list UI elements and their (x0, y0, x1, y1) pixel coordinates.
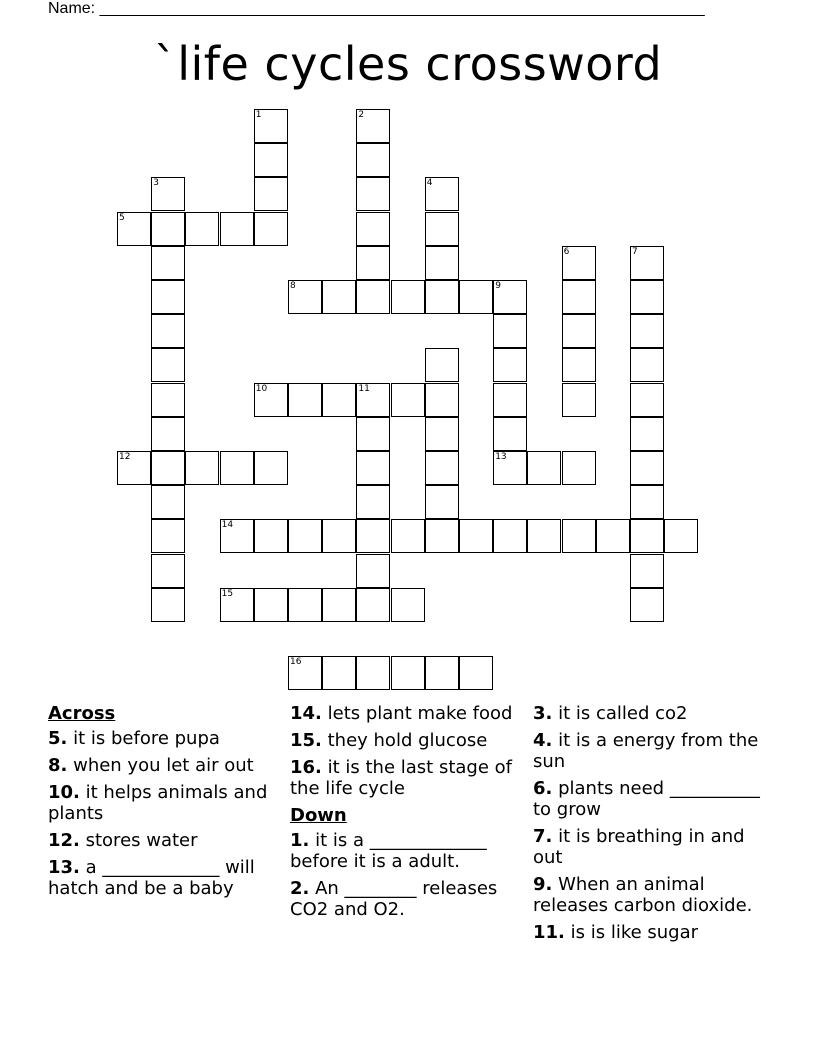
cell-number: 14 (221, 520, 234, 531)
grid-cell[interactable] (151, 212, 185, 246)
grid-cell[interactable] (630, 554, 664, 588)
grid-cell[interactable] (322, 588, 356, 622)
grid-cell[interactable] (220, 588, 254, 622)
clue-number: 4. (533, 730, 553, 751)
clue-text: it is the last stage of the life cycle (290, 757, 512, 799)
across-clue-list (48, 728, 278, 899)
clue (290, 830, 528, 872)
grid-cell[interactable] (356, 417, 390, 451)
clue-number: 3. (533, 703, 553, 724)
grid-cell[interactable] (288, 656, 322, 690)
grid-cell[interactable] (356, 177, 390, 211)
grid-cell[interactable] (630, 246, 664, 280)
grid-cell[interactable] (254, 451, 288, 485)
clue (48, 857, 278, 899)
clues-column-1 (48, 703, 278, 905)
grid-cell[interactable] (254, 177, 288, 211)
grid-cell[interactable] (254, 383, 288, 417)
grid-cell[interactable] (151, 314, 185, 348)
grid-cell[interactable] (664, 519, 698, 553)
down-heading: Down (290, 805, 347, 826)
grid-cell[interactable] (493, 314, 527, 348)
across-clue-list-continued (290, 703, 528, 799)
clue (290, 757, 528, 799)
grid-cell[interactable] (356, 383, 390, 417)
grid-cell[interactable] (391, 656, 425, 690)
cell-number: 12 (119, 452, 131, 462)
grid-cell[interactable] (425, 383, 459, 417)
grid-cell[interactable] (527, 451, 561, 485)
grid-cell[interactable] (322, 383, 356, 417)
grid-cell[interactable] (151, 348, 185, 382)
grid-cell[interactable] (254, 143, 288, 177)
clue-text: plants need __________ to grow (533, 778, 760, 820)
grid-cell[interactable] (356, 451, 390, 485)
clue-text: it is a energy from the sun (533, 730, 759, 772)
clue-text: stores water (79, 830, 198, 851)
cell-number: 4 (426, 178, 433, 189)
clue-text: it is before pupa (67, 728, 220, 749)
cell-number: 3 (153, 178, 159, 189)
clue-text: they hold glucose (321, 730, 488, 751)
grid-cell[interactable] (254, 109, 288, 143)
grid-cell[interactable] (356, 280, 390, 314)
grid-cell[interactable] (493, 417, 527, 451)
cell-number: 2 (358, 110, 365, 120)
clue (533, 778, 763, 820)
grid-cell[interactable] (459, 280, 493, 314)
clue (48, 728, 278, 749)
grid-cell[interactable] (254, 588, 288, 622)
cell-number: 15 (221, 588, 234, 599)
page-title: `life cycles crossword (153, 37, 663, 91)
clue-number: 7. (533, 826, 553, 847)
grid-cell[interactable] (630, 348, 664, 382)
clue (533, 826, 763, 868)
grid-cell[interactable] (425, 485, 459, 519)
grid-cell[interactable] (254, 519, 288, 553)
grid-cell[interactable] (356, 656, 390, 690)
clue-number: 12. (48, 830, 80, 851)
grid-cell[interactable] (562, 383, 596, 417)
grid-cell[interactable] (562, 451, 596, 485)
grid-cell[interactable] (391, 519, 425, 553)
grid-cell[interactable] (459, 656, 493, 690)
clue-number: 9. (533, 874, 553, 895)
cell-number: 10 (255, 383, 268, 394)
grid-cell[interactable] (151, 383, 185, 417)
cell-number: 6 (563, 246, 570, 257)
grid-cell[interactable] (151, 177, 185, 211)
grid-cell[interactable] (562, 348, 596, 382)
grid-cell[interactable] (527, 519, 561, 553)
clue (533, 730, 763, 772)
clue-number: 8. (48, 755, 68, 776)
clues-column-3 (533, 703, 763, 949)
down-clue-list-continued (533, 703, 763, 943)
grid-cell[interactable] (151, 246, 185, 280)
grid-cell[interactable] (630, 314, 664, 348)
grid-cell[interactable] (493, 451, 527, 485)
grid-cell[interactable] (630, 451, 664, 485)
clue-number: 13. (48, 857, 80, 878)
grid-cell[interactable] (630, 417, 664, 451)
clue-number: 10. (48, 782, 80, 803)
grid-cell[interactable] (322, 656, 356, 690)
down-clue-list (290, 830, 528, 920)
grid-cell[interactable] (151, 417, 185, 451)
grid-cell[interactable] (185, 212, 219, 246)
clue-text: When an animal releases carbon dioxide. (533, 874, 753, 916)
grid-cell[interactable] (391, 280, 425, 314)
grid-cell[interactable] (288, 280, 322, 314)
grid-cell[interactable] (322, 519, 356, 553)
grid-cell[interactable] (493, 519, 527, 553)
grid-cell[interactable] (425, 656, 459, 690)
clue-number: 11. (533, 922, 565, 943)
cell-number: 11 (358, 383, 370, 394)
grid-cell[interactable] (630, 588, 664, 622)
grid-cell[interactable] (288, 588, 322, 622)
grid-cell[interactable] (425, 246, 459, 280)
clue-number: 1. (290, 830, 310, 851)
grid-cell[interactable] (459, 519, 493, 553)
cell-number: 13 (495, 452, 507, 462)
cell-number: 16 (290, 657, 302, 668)
grid-cell[interactable] (356, 246, 390, 280)
cell-number: 9 (495, 281, 501, 291)
grid-cell[interactable] (151, 554, 185, 588)
cell-number: 5 (119, 212, 125, 223)
clue-text: when you let air out (67, 755, 254, 776)
clue (290, 878, 528, 920)
grid-cell[interactable] (117, 451, 151, 485)
clue (48, 830, 278, 851)
grid-cell[interactable] (562, 519, 596, 553)
grid-cell[interactable] (562, 314, 596, 348)
grid-cell[interactable] (425, 451, 459, 485)
clue-text: a _____________ will hatch and be a baby (48, 857, 255, 899)
clue-number: 15. (290, 730, 322, 751)
grid-cell[interactable] (391, 588, 425, 622)
grid-cell[interactable] (562, 280, 596, 314)
grid-cell[interactable] (322, 280, 356, 314)
grid-cell[interactable] (151, 451, 185, 485)
clue-text: lets plant make food (321, 703, 513, 724)
clue-text: it is a _____________ before it is a adult. (290, 830, 487, 872)
grid-cell[interactable] (117, 212, 151, 246)
clue (48, 755, 278, 776)
grid-cell[interactable] (151, 519, 185, 553)
cell-number: 1 (255, 110, 262, 120)
clue-text: An ________ releases CO2 and O2. (290, 878, 498, 920)
grid-cell[interactable] (630, 485, 664, 519)
grid-cell[interactable] (425, 177, 459, 211)
cell-number: 8 (290, 281, 296, 291)
grid-cell[interactable] (220, 212, 254, 246)
grid-cell[interactable] (356, 588, 390, 622)
grid-cell[interactable] (630, 280, 664, 314)
grid-cell[interactable] (493, 348, 527, 382)
grid-cell[interactable] (185, 451, 219, 485)
clue (290, 730, 528, 751)
clue-number: 5. (48, 728, 68, 749)
grid-cell[interactable] (356, 554, 390, 588)
clue (533, 922, 763, 943)
grid-cell[interactable] (151, 588, 185, 622)
grid-cell[interactable] (356, 143, 390, 177)
grid-cell[interactable] (630, 519, 664, 553)
grid-cell[interactable] (425, 417, 459, 451)
clue-text: it is breathing in and out (533, 826, 745, 868)
clue-number: 14. (290, 703, 322, 724)
grid-cell[interactable] (493, 280, 527, 314)
clue (533, 874, 763, 916)
grid-cell[interactable] (356, 485, 390, 519)
cell-number: 7 (632, 246, 638, 257)
grid-cell[interactable] (254, 212, 288, 246)
grid-cell[interactable] (356, 212, 390, 246)
grid-cell[interactable] (220, 451, 254, 485)
clue-number: 6. (533, 778, 553, 799)
grid-cell[interactable] (288, 383, 322, 417)
clue-number: 16. (290, 757, 322, 778)
grid-cell[interactable] (391, 383, 425, 417)
grid-cell[interactable] (493, 383, 527, 417)
clue (290, 703, 528, 724)
clue (533, 703, 763, 724)
grid-cell[interactable] (288, 519, 322, 553)
grid-cell[interactable] (425, 348, 459, 382)
grid-cell[interactable] (425, 519, 459, 553)
grid-cell[interactable] (425, 212, 459, 246)
clue-text: is is like sugar (564, 922, 699, 943)
clue-text: it is called co2 (552, 703, 688, 724)
grid-cell[interactable] (425, 280, 459, 314)
grid-cell[interactable] (596, 519, 630, 553)
grid-cell[interactable] (356, 109, 390, 143)
grid-cell[interactable] (151, 485, 185, 519)
grid-cell[interactable] (356, 519, 390, 553)
grid-cell[interactable] (220, 519, 254, 553)
across-heading: Across (48, 703, 116, 724)
name-field[interactable]: Name: ____________________________________________________________________ (48, 0, 705, 17)
clues-column-2 (290, 703, 528, 926)
grid-cell[interactable] (630, 383, 664, 417)
clue (48, 782, 278, 824)
clue-number: 2. (290, 878, 310, 899)
grid-cell[interactable] (562, 246, 596, 280)
clue-text: it helps animals and plants (48, 782, 268, 824)
grid-cell[interactable] (151, 280, 185, 314)
